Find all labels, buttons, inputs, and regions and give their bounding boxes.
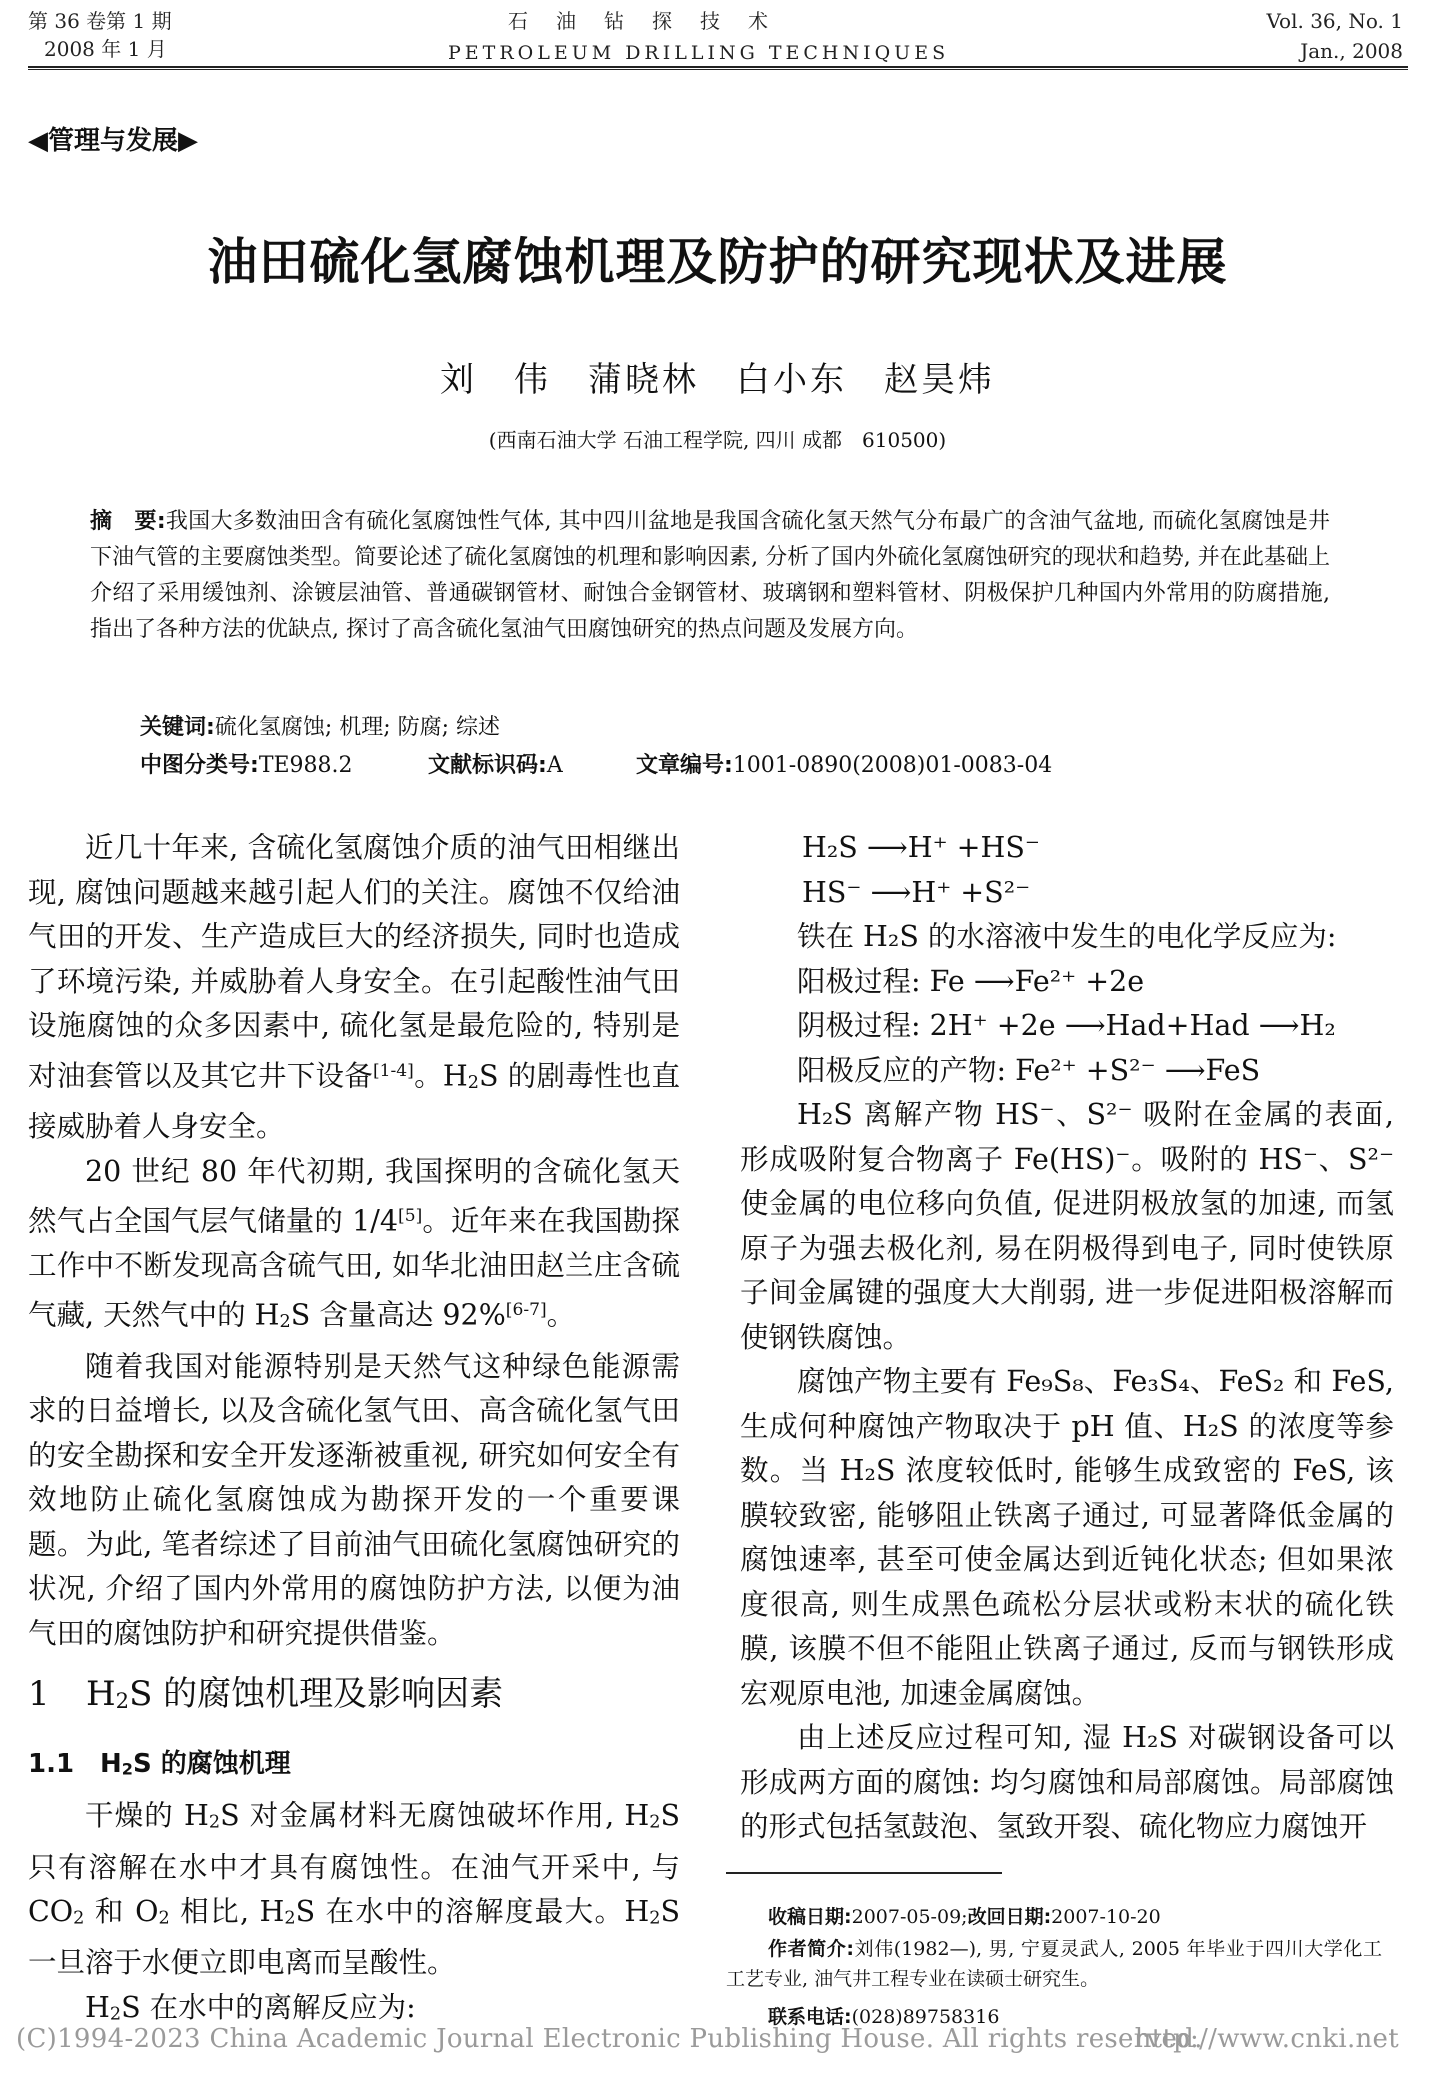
footnote-rule	[726, 1872, 1002, 1874]
equation-2: HS⁻ ⟶H⁺ +S²⁻	[802, 875, 1031, 909]
section-title-a: H	[86, 1674, 116, 1715]
journal-cn: 石 油 钻 探 技 术	[508, 9, 772, 33]
date-cn: 2008 年 1 月	[44, 37, 167, 61]
para-intro-2-d: 。	[546, 1298, 576, 1332]
author-bio: 刘伟(1982—), 男, 宁夏灵武人, 2005 年毕业于四川大学化工工艺专业, 油气井工程专业在读硕士研究生。	[726, 1938, 1382, 1990]
section-tag: ◀管理与发展▶	[28, 126, 198, 156]
subsection-number: 1.1	[28, 1749, 75, 1780]
subsection-heading-1-1	[28, 1732, 680, 1794]
para-forms: 由上述反应过程可知, 湿 H₂S 对碳钢设备可以形成两方面的腐蚀: 均匀腐蚀和局部腐蚀。局部腐蚀的形式包括氢鼓泡、氢致开裂、硫化物应力腐蚀开	[740, 1721, 1394, 1843]
citation: [6-7]	[505, 1300, 547, 1321]
doc-value: A	[546, 753, 563, 778]
left-column	[28, 826, 680, 2037]
abstract	[90, 504, 1330, 648]
paper-title: 油田硫化氢腐蚀机理及防护的研究现状及进展	[207, 233, 1228, 291]
issue-cn: 第 36 卷第 1 期	[28, 9, 172, 33]
clc-number	[140, 748, 353, 784]
section-heading-1	[28, 1656, 680, 1722]
doc-code	[428, 748, 563, 784]
abstract-label: 摘 要:	[90, 509, 166, 534]
affiliation: (西南石油大学 石油工程学院, 四川 成都 610500)	[488, 428, 947, 452]
para-products: 腐蚀产物主要有 Fe₉S₈、Fe₃S₄、FeS₂ 和 FeS, 生成何种腐蚀产物取决于 pH 值、H₂S 的浓度等参数。当 H₂S 浓度较低时, 能够生成致密的 FeS, 该膜较致密, 能够阻止铁离子通过, 可显著降低金属的腐蚀速率, 甚至可使金属达到近钝化状态; 但如果浓度很高, 则生成黑色疏松分层状或粉末状的硫化铁膜, 该膜不但不能阻止铁离子通过, 反而与钢铁形成宏观原电池, 加速金属腐蚀。	[740, 1365, 1394, 1710]
issue-en: Vol. 36, No. 1	[1266, 9, 1403, 33]
art-value: 1001-0890(2008)01-0083-04	[732, 753, 1053, 778]
footnote-dates	[768, 1902, 1161, 1932]
t: 相比, H	[169, 1895, 285, 1929]
para-intro-2: 20 世纪 80 年代初期, 我国探明的含硫化氢天然气占全国气层气储量的 1/4[5]。近年来在我国勘探工作中不断发现高含硫气田, 如华北油田赵兰庄含硫气藏, 天然气中的 H2S 含量高达 92%[6-7]。	[28, 1154, 680, 1333]
received-date: 2007-05-09;	[851, 1906, 968, 1928]
para-intro-1-text: 近几十年来, 含硫化氢腐蚀介质的油气田相继出现, 腐蚀问题越来越引起人们的关注。腐蚀不仅给油气田的开发、生产造成巨大的经济损失, 同时也造成了环境污染, 并威胁着人身安全。在引起酸性油气田设施腐蚀的众多因素中, 硫化氢是最危险的, 特别是对油套管以及其它井下设备	[28, 831, 680, 1092]
article-number	[636, 748, 1052, 784]
section-title: H2S 的腐蚀机理及影响因素	[86, 1674, 504, 1715]
authors: 刘 伟 蒲晓林 白小东 赵昊炜	[440, 360, 995, 400]
header-rule	[28, 66, 1408, 68]
abstract-text: 我国大多数油田含有硫化氢腐蚀性气体, 其中四川盆地是我国含硫化氢天然气分布最广的含油气盆地, 而硫化氢腐蚀是井下油气管的主要腐蚀类型。简要论述了硫化氢腐蚀的机理和影响因素, 分析了国内外硫化氢腐蚀研究的现状和趋势, 并在此基础上介绍了采用缓蚀剂、涂镀层油管、普通碳钢管材、耐蚀合金钢管材、玻璃钢和塑料管材、阴极保护几种国内外常用的防腐措施, 指出了各种方法的优缺点, 探讨了高含硫化氢油气田腐蚀研究的热点问题及发展方向。	[90, 509, 1330, 642]
contact-label: 联系电话:	[768, 2006, 852, 2028]
para-mechanism-1: 干燥的 H2S 对金属材料无腐蚀破坏作用, H2S 只有溶解在水中才具有腐蚀性。在油气开采中, 与 CO2 和 O2 相比, H2S 在水中的溶解度最大。H2S 一旦溶于水便立即电离而呈酸性。	[28, 1799, 680, 1980]
section-title-b: S 的腐蚀机理及影响因素	[129, 1674, 504, 1715]
clc-value: TE988.2	[258, 753, 353, 778]
citation: [5]	[398, 1206, 423, 1227]
t: H	[85, 1990, 110, 2024]
para-intro-2-c: S 含量高达 92%	[290, 1298, 506, 1332]
t: S 只有溶解在水中才具有腐蚀性。在油气开采中, 与 CO	[28, 1799, 680, 1929]
footnote-author	[726, 1934, 1382, 1994]
equation-3: 阳极过程: Fe ⟶Fe²⁺ +2e	[797, 964, 1145, 998]
header-rule-thin	[28, 69, 1408, 70]
t: S 一旦溶于水便立即电离而呈酸性。	[28, 1895, 680, 1980]
revised-label: 改回日期:	[967, 1906, 1052, 1928]
equation-5: 阳极反应的产物: Fe²⁺ +S²⁻ ⟶FeS	[797, 1053, 1261, 1087]
t: S 在水中的溶解度最大。H	[295, 1895, 650, 1929]
copyright-watermark: (C)1994-2023 China Academic Journal Electronic Publishing House. All rights reserved.	[16, 2024, 1203, 2054]
para-intro-2-a: 20 世纪 80 年代初期, 我国探明的含硫化氢天然气占全国气层气储量的 1/4	[28, 1154, 680, 1238]
t: 干燥的 H	[85, 1799, 209, 1833]
equation-intro: 铁在 H₂S 的水溶液中发生的电化学反应为:	[797, 920, 1337, 953]
received-label: 收稿日期:	[768, 1906, 852, 1928]
equation-4: 阴极过程: 2H⁺ +2e ⟶Had+Had ⟶H₂	[797, 1009, 1336, 1042]
doc-label: 文献标识码:	[428, 753, 547, 778]
t: S 在水中的离解反应为:	[121, 1990, 416, 2024]
para-mechanism-2: H2S 在水中的离解反应为:	[85, 1990, 416, 2025]
revised-date: 2007-10-20	[1051, 1906, 1161, 1928]
cnki-url[interactable]: http://www.cnki.net	[1134, 2024, 1399, 2054]
subsection-title-b: S 的腐蚀机理	[132, 1749, 291, 1780]
citation: [1-4]	[372, 1060, 414, 1081]
t: S 对金属材料无腐蚀破坏作用, H	[220, 1799, 650, 1833]
para-intro-1-tail-a: 。H	[413, 1058, 468, 1092]
para-adsorption: H₂S 离解产物 HS⁻、S²⁻ 吸附在金属的表面, 形成吸附复合物离子 Fe(HS)⁻。吸附的 HS⁻、S²⁻ 使金属的电位移向负值, 促进阴极放氢的加速, 而氢原子为强去极化剂, 易在阴极得到电子, 同时使铁原子间金属键的强度大大削弱, 进一步促进阳极溶解而使钢铁腐蚀。	[740, 1098, 1394, 1354]
para-intro-1-tail-b: S 的剧毒性也直接威胁着人身安全。	[28, 1058, 680, 1144]
clc-label: 中图分类号:	[140, 753, 259, 778]
equation-1: H₂S ⟶H⁺ +HS⁻	[802, 831, 1040, 864]
contact-phone: (028)89758316	[851, 2006, 1000, 2028]
keywords-text: 硫化氢腐蚀; 机理; 防腐; 综述	[214, 715, 501, 740]
subsection-title-a: H	[100, 1749, 122, 1780]
para-intro-2-b: 。近年来在我国勘探工作中不断发现高含硫气田, 如华北油田赵兰庄含硫气藏, 天然气中的 H	[28, 1204, 680, 1332]
para-intro-1: 近几十年来, 含硫化氢腐蚀介质的油气田相继出现, 腐蚀问题越来越引起人们的关注。腐蚀不仅给油气田的开发、生产造成巨大的经济损失, 同时也造成了环境污染, 并威胁着人身安全。在引起酸性油气田设施腐蚀的众多因素中, 硫化氢是最危险的, 特别是对油套管以及其它井下设备[1-4]。H2S 的剧毒性也直接威胁着人身安全。	[28, 831, 680, 1144]
journal-en: PETROLEUM DRILLING TECHNIQUES	[448, 42, 950, 64]
keywords	[140, 710, 500, 746]
keywords-label: 关键词:	[140, 715, 215, 740]
date-en: Jan., 2008	[1300, 39, 1403, 63]
section-number: 1	[28, 1674, 50, 1715]
art-label: 文章编号:	[636, 753, 733, 778]
author-label: 作者简介:	[768, 1938, 854, 1960]
para-intro-3: 随着我国对能源特别是天然气这种绿色能源需求的日益增长, 以及含硫化氢气田、高含硫化氢气田的安全勘探和安全开发逐渐被重视, 研究如何安全有效地防止硫化氢腐蚀成为勘探开发的一个重要课题。为此, 笔者综述了目前油气田硫化氢腐蚀研究的状况, 介绍了国内外常用的腐蚀防护方法, 以便为油气田的腐蚀防护和研究提供借鉴。	[28, 1349, 680, 1650]
right-column	[740, 826, 1394, 1850]
subsection-title: H2S 的腐蚀机理	[100, 1749, 291, 1780]
t: 和 O	[84, 1895, 159, 1929]
